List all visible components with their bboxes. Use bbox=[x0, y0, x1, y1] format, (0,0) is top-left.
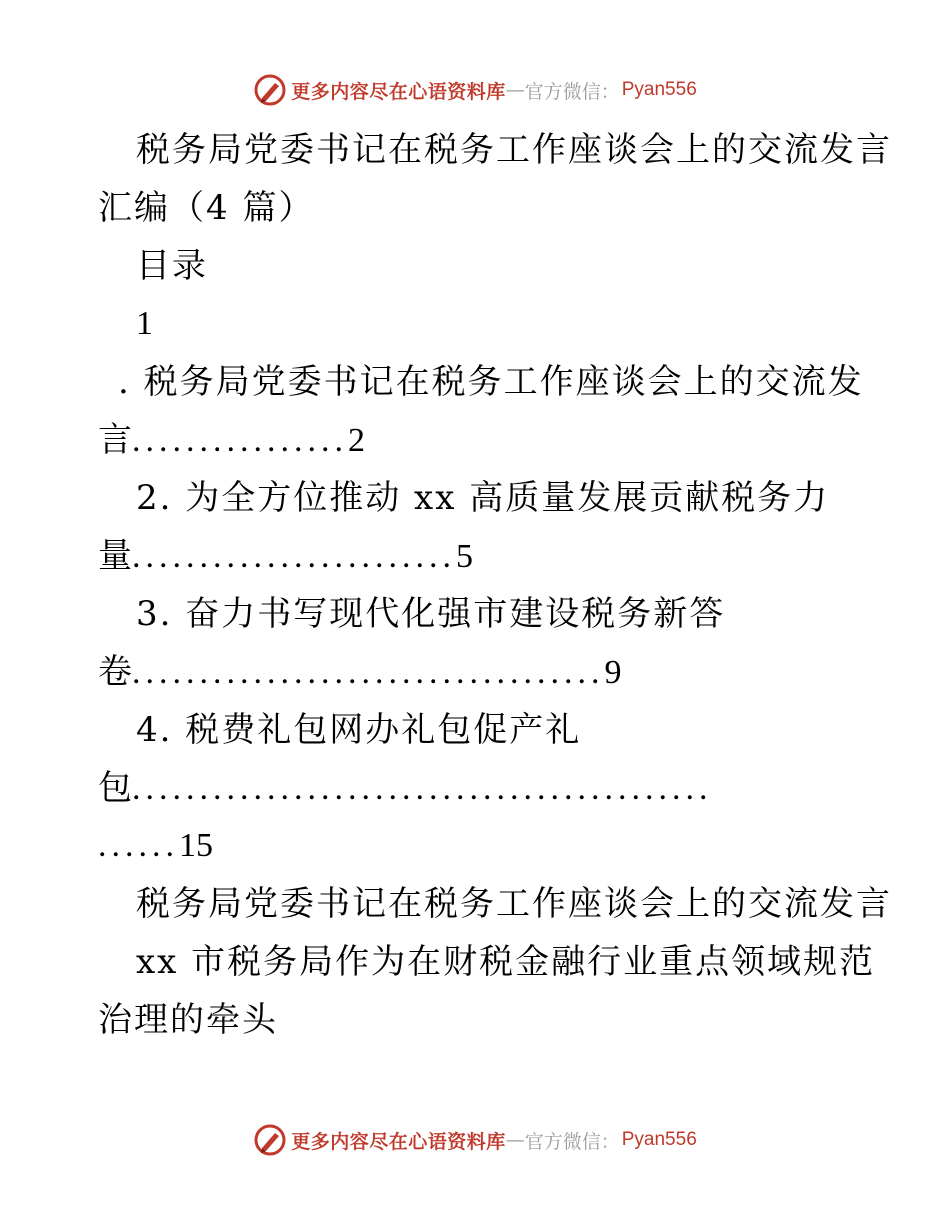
wechat-label: 官方微信： bbox=[524, 1130, 620, 1153]
toc-entry-2-tail-char: 量 bbox=[98, 536, 132, 576]
toc-page-3: 9 bbox=[604, 654, 622, 691]
toc-leader-4: ........................................... bbox=[132, 770, 713, 807]
pen-logo-icon bbox=[253, 1123, 287, 1157]
pen-logo-icon bbox=[253, 73, 287, 107]
toc-heading: 目录 bbox=[136, 246, 208, 286]
body-line-1: xx 市税务局作为在财税金融行业重点领域规范 bbox=[136, 942, 876, 982]
toc-entry-2-tail bbox=[98, 536, 473, 576]
toc-entry-4-tail bbox=[98, 768, 713, 808]
toc-entry-4-page-line bbox=[98, 826, 213, 866]
brand-text: 更多内容尽在心语资料库 bbox=[291, 80, 506, 103]
title-line-1: 税务局党委书记在税务工作座谈会上的交流发言 bbox=[136, 130, 892, 170]
toc-leader-2: ........................ bbox=[132, 538, 456, 575]
toc-number-1: 1 bbox=[136, 305, 153, 342]
toc-entry-3: 3. 奋力书写现代化强市建设税务新答 bbox=[136, 594, 726, 634]
toc-entry-1-tail-char: 言 bbox=[98, 420, 132, 460]
toc-page-2: 5 bbox=[456, 538, 473, 575]
title-line-2: 汇编（4 篇） bbox=[98, 188, 315, 228]
header-banner bbox=[0, 70, 950, 110]
wechat-id: Pyan556 bbox=[621, 1129, 697, 1150]
toc-entry-2: 2. 为全方位推动 xx 高质量发展贡献税务力 bbox=[136, 478, 830, 518]
toc-entry-1-tail bbox=[98, 420, 365, 460]
toc-page-4: 15 bbox=[179, 827, 213, 864]
toc-page-1: 2 bbox=[348, 422, 365, 459]
footer-banner bbox=[0, 1120, 950, 1160]
toc-leader-1: ................ bbox=[132, 422, 348, 459]
body-line-2: 治理的牵头 bbox=[98, 1000, 278, 1040]
section-title: 税务局党委书记在税务工作座谈会上的交流发言 bbox=[136, 884, 892, 924]
banner-dash: — bbox=[505, 79, 525, 101]
toc-entry-3-tail-char: 卷 bbox=[98, 652, 132, 692]
toc-entry-1: . 税务局党委书记在税务工作座谈会上的交流发 bbox=[118, 362, 864, 402]
toc-entry-3-tail bbox=[98, 652, 622, 692]
toc-leader-4b: ...... bbox=[98, 827, 179, 864]
toc-entry-4: 4. 税费礼包网办礼包促产礼 bbox=[136, 710, 582, 750]
wechat-id: Pyan556 bbox=[621, 79, 697, 100]
brand-text: 更多内容尽在心语资料库 bbox=[291, 1130, 506, 1153]
toc-leader-3: ................................... bbox=[132, 654, 605, 691]
toc-entry-4-tail-char: 包 bbox=[98, 768, 132, 808]
wechat-label: 官方微信： bbox=[524, 80, 620, 103]
banner-dash: — bbox=[505, 1129, 525, 1151]
